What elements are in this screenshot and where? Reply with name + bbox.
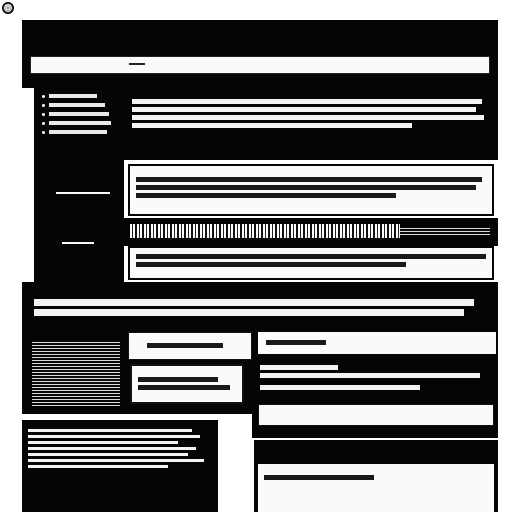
search-icon xyxy=(129,63,145,65)
sidebar-item[interactable] xyxy=(42,121,120,125)
sidebar-item[interactable] xyxy=(42,103,120,107)
left-card[interactable] xyxy=(130,364,244,404)
footer-left-block xyxy=(22,420,218,512)
mid-heading-bars xyxy=(34,296,490,319)
section-b-content xyxy=(128,246,494,280)
section-a-lines xyxy=(136,174,486,201)
footer-right-card[interactable] xyxy=(258,464,494,512)
header-bar xyxy=(0,0,512,22)
sidebar xyxy=(34,88,124,160)
lower-right-panel xyxy=(252,330,498,438)
section-b-lines xyxy=(136,251,486,270)
top-banner xyxy=(22,20,498,88)
mid-heading-band xyxy=(22,282,498,330)
sidebar-item[interactable] xyxy=(42,94,120,98)
right-title-box[interactable] xyxy=(258,332,496,354)
lower-left-panel xyxy=(22,330,252,414)
sidebar-list xyxy=(42,94,120,139)
section-b-label-cell xyxy=(34,218,124,282)
section-a-label-cell xyxy=(34,160,124,218)
section-b-stripe xyxy=(130,224,400,238)
section-a-content xyxy=(128,164,494,216)
right-input-field[interactable] xyxy=(258,404,494,426)
intro-block xyxy=(124,88,498,160)
section-b-stripe-row xyxy=(124,218,498,246)
section-b-grain xyxy=(400,227,490,235)
search-bar[interactable] xyxy=(30,56,490,74)
sidebar-item[interactable] xyxy=(42,130,120,134)
sidebar-item[interactable] xyxy=(42,112,120,116)
intro-lines xyxy=(132,96,488,131)
footer-left-lines xyxy=(28,426,208,471)
center-box[interactable] xyxy=(128,332,252,360)
right-text-lines xyxy=(260,362,490,393)
circle-logo-icon[interactable]: ◎ xyxy=(2,2,14,14)
footer-right-block xyxy=(254,440,498,512)
lower-left-image xyxy=(32,340,120,406)
